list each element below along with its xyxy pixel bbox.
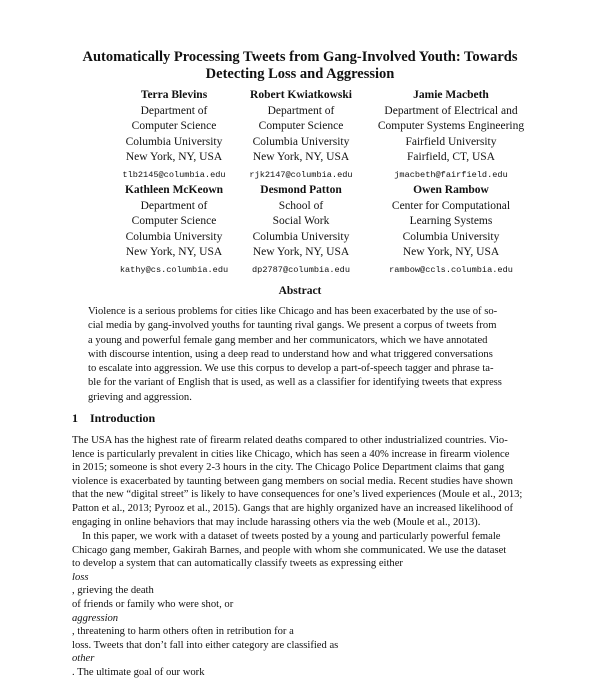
author-location: New York, NY, USA [252,151,350,163]
abstract-line: a young and powerful female gang member and her communicators, which we have annotated [88,334,488,346]
author-affiliation: Learning Systems [409,215,493,227]
author-affiliation: School of [278,199,324,212]
author-name: Jamie Macbeth [413,89,489,101]
author-block [216,183,386,277]
intro-paragraph-1 [72,434,530,529]
author-email: rambow@ccls.columbia.edu [389,264,513,275]
abstract-heading: Abstract [278,285,322,297]
author-affiliation: Department of Electrical and [384,104,518,117]
abstract-line: Violence is a serious problems for cities like Chicago and has been exacerbated by the use of so- [88,306,498,317]
body-text: , grieving the death [72,585,154,597]
author-affiliation: Department of [140,104,208,117]
author-affiliation: Department of [140,199,208,212]
author-email: jmacbeth@fairfield.edu [394,169,508,180]
author-affiliation: Columbia University [252,230,350,243]
title-line-1: Automatically Processing Tweets from Gang-Involved Youth: Towards [82,49,518,65]
author-name: Owen Rambow [413,184,489,196]
body-line: Chicago gang member, Gakirah Barnes, and people with whom she communicated. We use the dataset [72,544,507,556]
author-affiliation: Computer Science [131,120,217,132]
author-name: Robert Kwiatkowski [250,89,352,101]
body-text: , threatening to harm others often in retribution for a [72,626,294,638]
author-affiliation: Columbia University [125,230,223,243]
body-line: in 2015; someone is shot every 2-3 hours in the city. The Chicago Police Department claims that gang [72,462,505,474]
section-title: Introduction [90,411,156,425]
abstract-line: with discourse intention, using a deep read to understand how and what triggered conversations [88,348,493,360]
body-line: engaging in online behaviors that may include harassing others via the web (Moule et al., 2013). [72,516,481,528]
author-location: New York, NY, USA [125,246,223,258]
author-name: Desmond Patton [260,184,342,196]
body-line: violence is exacerbated by taunting between gang members on social media. Recent studies have shown [72,475,513,487]
author-block [366,183,536,277]
emphasis-other: other [72,653,95,665]
body-line: that the new “digital street” is likely to have consequences for one’s lived experiences (Moule et al., 2013; [72,489,523,501]
body-line [72,557,530,598]
author-email: kathy@cs.columbia.edu [119,264,229,275]
author-location: New York, NY, USA [402,246,500,258]
abstract-line: cial media by gang-involved youths for taunting rival gangs. We present a corpus of tweets from [88,320,497,332]
body-line: lence is particularly prevalent in cities like Chicago, which has seen a 40% increase in firearm violence [72,448,510,460]
author-affiliation: Computer Science [258,120,344,132]
author-email: dp2787@columbia.edu [252,264,350,275]
abstract-body [88,305,514,405]
author-email: tlb2145@columbia.edu [122,169,226,180]
author-affiliation: Columbia University [252,135,350,148]
author-location: Fairfield, CT, USA [407,151,495,163]
body-text: of friends or family who were shot, or [72,598,234,610]
intro-paragraph-2 [72,530,530,680]
author-affiliation: Fairfield University [405,135,497,148]
body-line [72,639,530,680]
body-line [72,598,530,639]
author-affiliation: Social Work [272,215,330,227]
author-affiliation: Center for Computational [391,199,511,212]
section-number: 1 [72,411,78,425]
emphasis-loss: loss [72,571,89,583]
author-affiliation: Computer Science [131,215,217,227]
paper-title [60,49,540,83]
body-text: loss. Tweets that don’t fall into either category are classified as [72,639,339,651]
author-location: New York, NY, USA [252,246,350,258]
abstract-line: ble for the variant of English that is used, as well as a classifier for identifying tweets that express [88,377,502,389]
author-affiliation: Columbia University [402,230,500,243]
section-heading [72,411,155,426]
author-block [216,88,386,182]
author-name: Terra Blevins [140,89,208,101]
abstract-line: grieving and aggression. [88,391,192,403]
body-line: In this paper, we work with a dataset of tweets posted by a young and particularly powerful female [82,531,501,542]
title-line-2: Detecting Loss and Aggression [205,66,395,82]
author-affiliation: Columbia University [125,135,223,148]
emphasis-aggression: aggression [72,612,119,624]
author-name: Kathleen McKeown [124,184,224,196]
author-affiliation: Computer Systems Engineering [377,120,525,132]
author-location: New York, NY, USA [125,151,223,163]
body-text: to develop a system that can automatically classify tweets as expressing either [72,558,403,570]
abstract-line: to escalate into aggression. We use this corpus to develop a part-of-speech tagger and phrase ta- [88,363,494,375]
author-block [366,88,536,182]
body-line: The USA has the highest rate of firearm related deaths compared to other industrialized countries. Vio- [72,435,508,446]
author-affiliation: Department of [267,104,335,117]
author-email: rjk2147@columbia.edu [249,169,353,180]
body-text: . The ultimate goal of our work [72,666,205,678]
body-line: Patton et al., 2013; Pyrooz et al., 2015). Gangs that are highly organized have an increased likelihood of [72,502,514,514]
